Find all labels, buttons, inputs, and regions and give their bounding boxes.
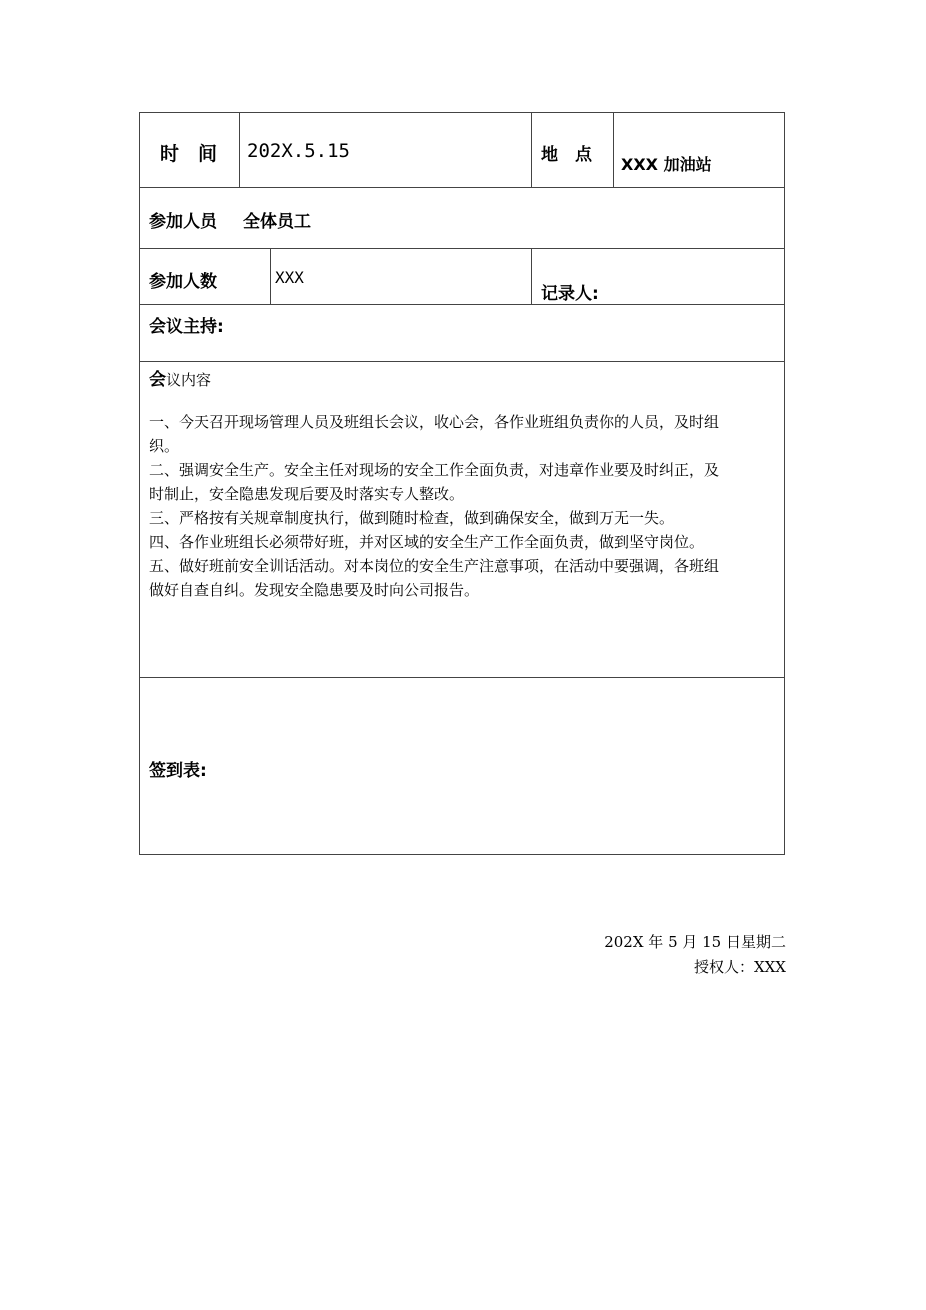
footer-date: 202X 年 5 月 15 日星期二 — [604, 933, 786, 951]
content-line: 五、做好班前安全训话活动。对本岗位的安全生产注意事项，在活动中要强调，各班组 — [149, 557, 720, 575]
content-heading-first-char: 会 — [149, 370, 166, 390]
content-line: 时制止，安全隐患发现后要及时落实专人整改。 — [149, 485, 465, 503]
content-line: 二、强调安全生产。安全主任对现场的安全工作全面负责，对违章作业要及时纠正，及 — [149, 461, 720, 479]
content-line: 四、各作业班组长必须带好班，并对区域的安全生产工作全面负责，做到坚守岗位。 — [149, 533, 705, 551]
divider — [531, 113, 532, 187]
content-heading — [149, 365, 211, 390]
content-line: 织。 — [149, 437, 180, 455]
location-label: 地 点 — [541, 145, 592, 165]
divider — [613, 113, 614, 187]
row-signin — [140, 678, 784, 854]
row-participants — [140, 188, 784, 249]
time-value: 202X.5.15 — [247, 140, 350, 162]
divider — [270, 249, 271, 304]
footer-authorizer: 授权人：XXX — [693, 958, 786, 976]
row-time-location — [140, 113, 784, 188]
content-line: 三、严格按有关规章制度执行，做到随时检查，做到确保安全，做到万无一失。 — [149, 509, 675, 527]
participants-value: 全体员工 — [243, 212, 311, 232]
participants-label: 参加人员 — [149, 212, 217, 232]
row-count-recorder — [140, 249, 784, 305]
count-label: 参加人数 — [149, 272, 217, 292]
content-line: 做好自查自纠。发现安全隐患要及时向公司报告。 — [149, 581, 480, 599]
row-host — [140, 305, 784, 362]
location-value: XXX 加油站 — [621, 155, 712, 174]
time-label: 时 间 — [160, 143, 218, 165]
content-line: 一、今天召开现场管理人员及班组长会议，收心会，各作业班组负责你的人员，及时组 — [149, 413, 720, 431]
host-label: 会议主持: — [149, 317, 224, 337]
content-body — [149, 410, 779, 602]
recorder-label: 记录人: — [541, 284, 599, 304]
divider — [239, 113, 240, 187]
divider — [531, 249, 532, 304]
row-meeting-content — [140, 362, 784, 678]
meeting-record-form — [139, 112, 785, 855]
content-heading-rest: 议内容 — [166, 371, 212, 389]
signin-label: 签到表: — [149, 761, 207, 781]
count-value: XXX — [275, 268, 304, 287]
